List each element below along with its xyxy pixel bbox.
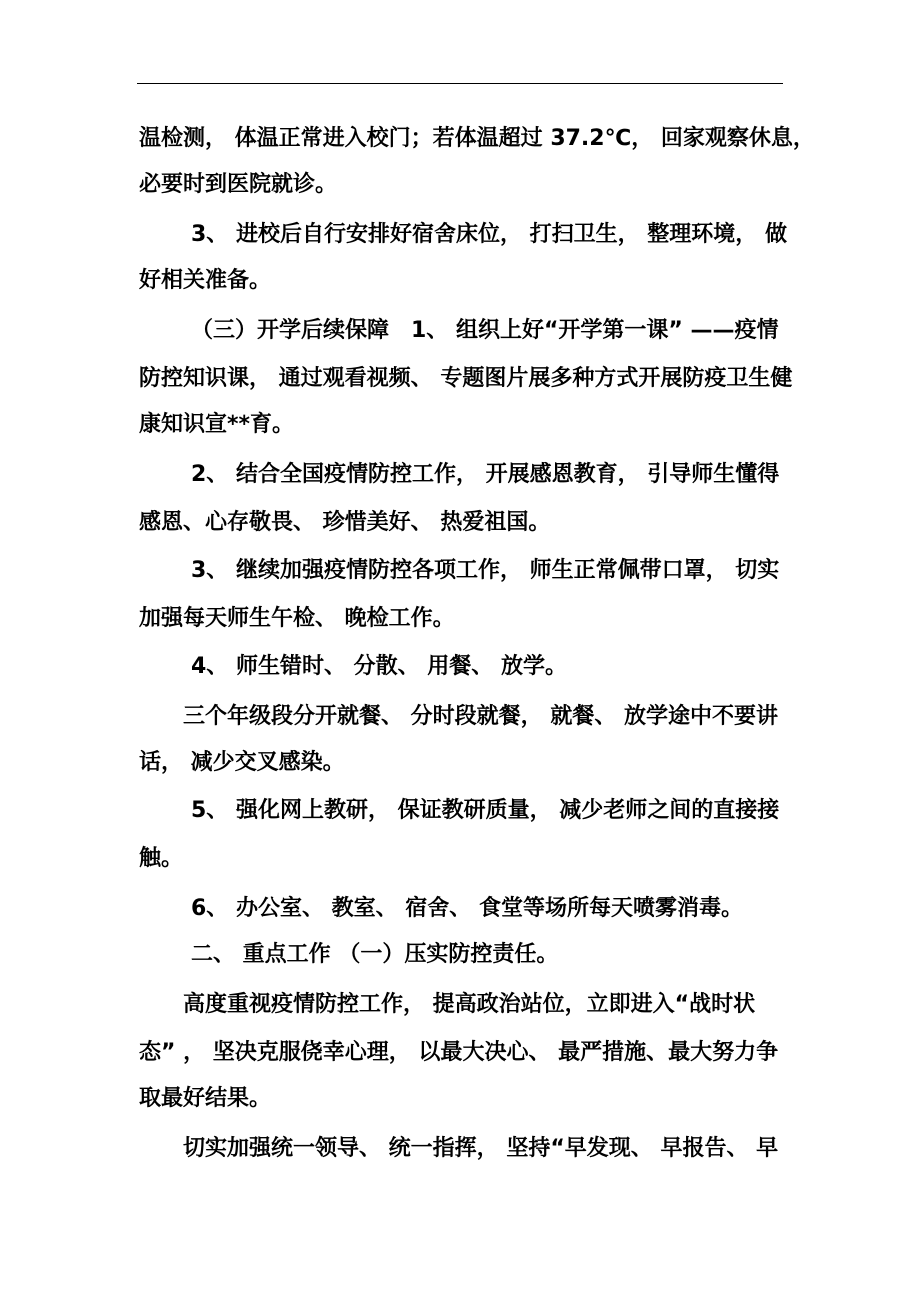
text-line: 二、 重点工作 （一）压实防控责任。 (191, 942, 559, 967)
text-line: 3、 进校后自行安排好宿舍床位， 打扫卫生， 整理环境， 做 (191, 222, 787, 247)
text-line: 温检测， 体温正常进入校门；若体温超过 37.2℃， 回家观察休息， (139, 126, 815, 151)
text-line: 话， 减少交叉感染。 (139, 750, 345, 775)
text-line: 高度重视疫情防控工作， 提高政治站位，立即进入“战时状 (183, 992, 756, 1017)
text-line: （三）开学后续保障 1、 组织上好“开学第一课” ——疫情 (191, 318, 779, 343)
text-line: 触。 (139, 846, 184, 871)
text-line: 6、 办公室、 教室、 宿舍、 食堂等场所每天喷雾消毒。 (191, 896, 743, 921)
text-line: 好相关准备。 (139, 268, 272, 293)
text-line: 态” ， 坚决克服侥幸心理， 以最大决心、 最严措施、最大努力争 (139, 1040, 779, 1065)
text-line: 切实加强统一领导、 统一指挥， 坚持“早发现、 早报告、 早 (183, 1136, 779, 1161)
text-line: 5、 强化网上教研， 保证教研质量， 减少老师之间的直接接 (191, 798, 780, 823)
text-line: 取最好结果。 (139, 1086, 272, 1111)
text-line: 加强每天师生午检、 晚检工作。 (139, 606, 455, 631)
text-line: 2、 结合全国疫情防控工作， 开展感恩教育， 引导师生懂得 (191, 462, 780, 487)
header-rule (137, 83, 783, 84)
text-line: 康知识宣**育。 (139, 412, 295, 437)
text-line: 防控知识课， 通过观看视频、 专题图片展多种方式开展防疫卫生健 (139, 366, 793, 391)
text-line: 必要时到医院就诊。 (139, 172, 338, 197)
text-line: 3、 继续加强疫情防控各项工作， 师生正常佩带口罩， 切实 (191, 558, 780, 583)
text-line: 三个年级段分开就餐、 分时段就餐， 就餐、 放学途中不要讲 (183, 704, 778, 729)
text-line: 感恩、心存敬畏、 珍惜美好、 热爱祖国。 (139, 510, 551, 535)
text-line: 4、 师生错时、 分散、 用餐、 放学。 (191, 654, 567, 679)
